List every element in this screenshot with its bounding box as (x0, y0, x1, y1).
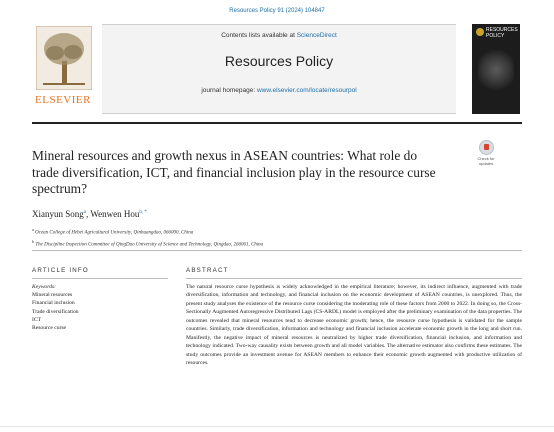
author-affiliation-mark[interactable]: b, * (139, 210, 147, 215)
article-info-heading: ARTICLE INFO (32, 267, 89, 274)
section-divider (32, 250, 522, 251)
author-name[interactable]: Xianyun Song (32, 209, 84, 219)
page-bottom-divider (0, 426, 554, 427)
contents-prefix: Contents lists available at (221, 32, 297, 39)
keyword-item: Resource curse (32, 325, 67, 332)
keywords-heading: Keywords: (32, 284, 57, 290)
affiliation-list (32, 226, 492, 249)
keyword-item: Financial inclusion (32, 300, 75, 307)
abstract-text: The natural resource curse hypothesis is widely acknowledged in the empirical literature; however, its indirect influence, augmented with trade diversification, information and technology, and financial inclusion on the economic development of ASEAN countries, is unexplored. Thus, the present study analyses the existence of the resource curse considering the moderating role of these factors from 2000 to 2022. In doing so, the Cross-Sectionally Augmented Autoregressive Distributed Lags (CS-ARDL) model is employed after the preliminary examination of the data properties. The outcomes revealed that mineral resources tend to decrease economic growth; hence, the resource curse hypothesis is validated for the sample countries. Similarly, trade diversification, information and technology and financial inclusion accelerate economic growth in the long and short run. Manifestly, the negative impact of mineral resources is neutralized by higher trade diversification, financial inclusion, and information and technology indicated. Two-way causality exists between growth and all model variables. The alternative estimator also confirms these estimates. The study outcomes provide an investment avenue for ASEAN members to enhance their economic growth augmented with productive utilization of resources. (186, 284, 522, 367)
abstract-heading: ABSTRACT (186, 267, 229, 274)
contents-line (102, 32, 456, 39)
keyword-item: ICT (32, 316, 42, 323)
bookmark-icon (479, 140, 494, 155)
affiliation-mark: b (32, 238, 35, 244)
check-for-updates-button[interactable] (473, 140, 499, 170)
affiliation-text: Ocean College of Hebei Agricultural University, Qinhuangdao, 066000, China (35, 230, 194, 236)
cover-emblem-icon (476, 28, 484, 36)
header-divider (32, 122, 522, 124)
homepage-line (102, 87, 456, 94)
article-title: Mineral resources and growth nexus in ASEAN countries: What role do trade diversification, ICT, and financial inclusion play in the resource curse spectrum? (32, 148, 436, 196)
journal-name: Resources Policy (224, 53, 334, 69)
keyword-item: Trade diversification (32, 308, 79, 315)
journal-reference[interactable]: Resources Policy 91 (2024) 104847 (229, 8, 325, 14)
author-separator: , (85, 209, 91, 219)
tree-icon (36, 26, 92, 90)
affiliation-item (32, 238, 492, 250)
cover-title: RESOURCES POLICY (486, 27, 518, 39)
author-name[interactable]: Wenwen Hou (90, 209, 140, 219)
journal-info-box (102, 24, 456, 114)
author-list (32, 209, 147, 219)
homepage-prefix: journal homepage: (201, 87, 257, 94)
elsevier-logo[interactable] (32, 26, 94, 112)
abstract-divider (186, 278, 522, 279)
author-affiliation-mark[interactable]: a (83, 210, 86, 215)
journal-homepage-link[interactable]: www.elsevier.com/locate/resourpol (256, 87, 357, 94)
sciencedirect-link[interactable]: ScienceDirect (296, 32, 337, 39)
affiliation-mark: a (32, 227, 34, 232)
article-info-divider (32, 278, 168, 279)
check-for-updates-label: Check for updates (477, 156, 495, 166)
keywords-block (32, 283, 172, 332)
cover-image (478, 50, 514, 94)
keyword-item: Mineral resources (32, 292, 73, 299)
journal-cover[interactable] (472, 24, 520, 114)
journal-header (32, 24, 522, 119)
affiliation-item (32, 226, 492, 238)
publisher-wordmark: ELSEVIER (35, 94, 91, 106)
affiliation-text: The Discipline Inspection Committee of QingDao University of Science and Technology, Qingdao, 266061, China (35, 242, 264, 248)
